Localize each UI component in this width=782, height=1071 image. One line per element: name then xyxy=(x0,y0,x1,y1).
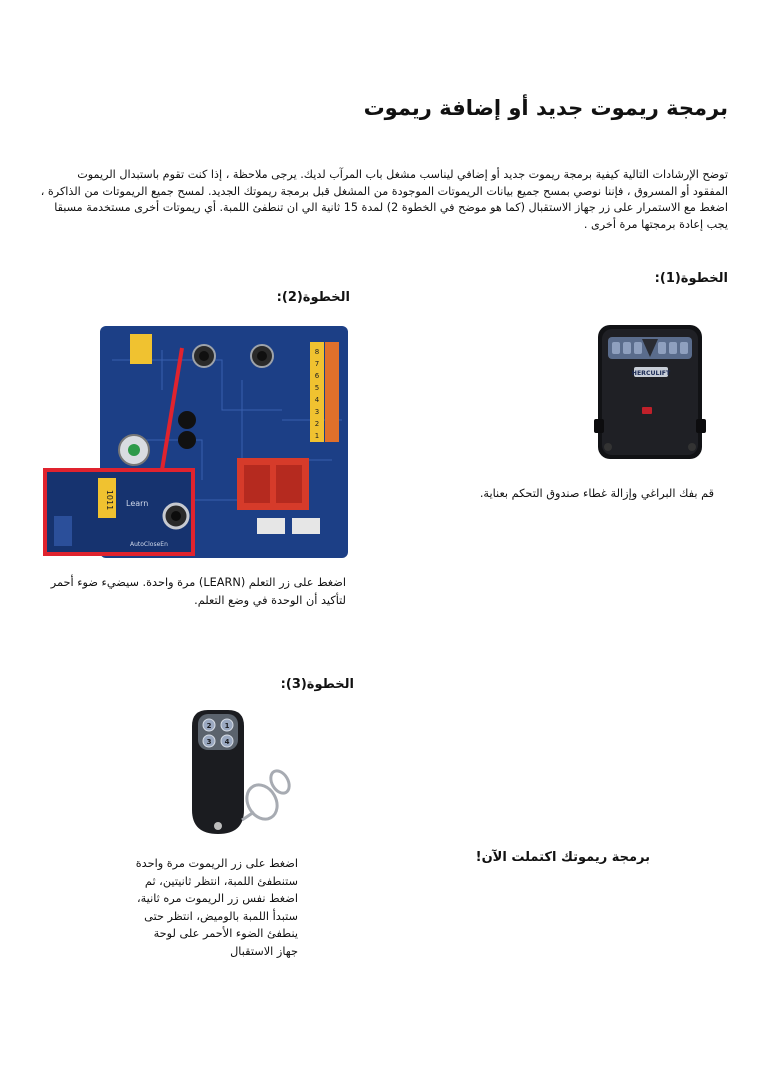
intro-line: المفقود أو المسروق ، فإننا نوصي بمسح جميع بيانات الريموتات الموجودة من المشغل قبل برمجة ريموتك الجديد. لمسح جميع الريموتات من الذاكرة ، xyxy=(40,184,728,198)
terminal-number: 5 xyxy=(314,384,320,392)
learn-label: Learn xyxy=(126,499,149,508)
auto-close-label: AutoCloseEn xyxy=(130,541,168,548)
brand-label: HERCULIFT xyxy=(631,370,671,377)
step3-caption-line: ستبدأ اللمبة بالوميض، انتظر حتى xyxy=(144,909,298,923)
step2-caption-line: لتأكيد أن الوحدة في وضع التعلم. xyxy=(194,593,346,607)
step3-heading: الخطوة(3): xyxy=(280,677,354,692)
key-ring xyxy=(241,768,293,825)
terminal-number: 4 xyxy=(314,396,320,404)
step3-caption-line: اضغط نفس زر الريموت مره ثانية، xyxy=(136,892,298,905)
remote-button-label: 1 xyxy=(224,722,230,730)
terminal-number: 2 xyxy=(314,420,320,428)
remote-button-label: 3 xyxy=(206,738,212,746)
intro-paragraph xyxy=(40,167,728,233)
indicator-light xyxy=(642,407,652,414)
terminal-number: 1 xyxy=(314,432,320,440)
step1-caption: قم بفك البراغي وإزالة غطاء صندوق التحكم بعناية. xyxy=(479,487,714,500)
remote-control-image xyxy=(184,706,300,842)
step1-heading: الخطوة(1): xyxy=(654,271,728,286)
step3-caption-line: جهاز الاستقبال xyxy=(230,944,298,958)
terminal-block xyxy=(325,342,339,442)
remote-button-label: 2 xyxy=(206,722,212,730)
control-box-image xyxy=(594,323,706,463)
completion-message: برمجة ريموتك اكتملت الآن! xyxy=(475,850,650,865)
intro-line: توضح الإرشادات التالية كيفية برمجة ريموت جديد أو إضافي ليناسب مشغل باب المرآب لديك. يرجى ملاحظة ، إذا كنت تقوم باستبدال الريموت xyxy=(77,168,728,181)
intro-line: يجب إعادة برمجتها مرة أخرى . xyxy=(583,217,728,231)
step2-caption xyxy=(51,574,346,609)
jumper-block xyxy=(130,334,152,364)
step3-caption-line: ينطفئ الضوء الأحمر على لوحة xyxy=(153,927,298,940)
step2-caption-line: اضغط على زر التعلم (LEARN) مرة واحدة. سيضيء ضوء أحمر xyxy=(50,576,346,589)
step3-caption-line: ستنطفئ اللمبة، انتظر ثانيتين، ثم xyxy=(144,874,298,888)
receiver-board-image xyxy=(42,320,352,560)
chip-label: 1011 xyxy=(105,489,114,511)
step3-caption xyxy=(136,855,298,960)
step3-caption-line: اضغط على زر الريموت مرة واحدة xyxy=(135,857,298,870)
terminal-number: 8 xyxy=(314,348,320,356)
terminal-number: 6 xyxy=(314,372,320,380)
step2-heading: الخطوة(2): xyxy=(276,290,350,305)
remote-button-label: 4 xyxy=(224,738,230,746)
terminal-number: 7 xyxy=(314,360,320,368)
terminal-number: 3 xyxy=(314,408,320,416)
page-title: برمجة ريموت جديد أو إضافة ريموت xyxy=(363,96,728,120)
intro-line: اضغط مع الاستمرار على زر جهاز الاستقبال (كما هو موضح في الخطوة 2) لمدة 15 ثانية الي ان تنطفئ اللمبة. أي ريموتات أخرى مستخدمة مسبقا xyxy=(54,201,728,214)
